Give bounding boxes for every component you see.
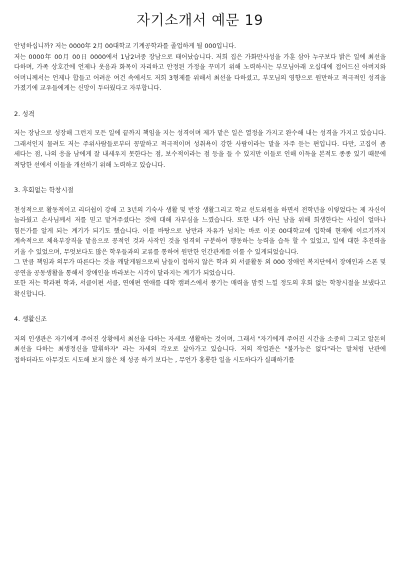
section-paragraph: 저는 장남으로 성장해 그런지 모든 일에 끝까지 책임을 지는 성격이며 제가 맡은 일은 열정을 가지고 완수해 내는 성격을 가지고 있습니다. 그래서인지 물려도 저는 주위사람들로부터 꽁말하고 적극적이며 성취욕이 강한 사람이라는 말을 자주 듣는 편입니다. 다만, 고집이 좀 세다는 점, 나의 응을 남에게 잘 내세우지 못한다는 점, 보수적이라는 점 등을 들 수 있지만 이들로 인해 이득을 본적도 종종 있기 때문에 적당한 선에서 이들을 개선하기 위해 노력하고 있습니다. (14, 130, 386, 169)
document-title: 자기소개서 예문 19 (136, 13, 264, 29)
section-paragraph: 저의 인생관은 자기에게 주어진 상황에서 최선을 다하는 자세로 생활하는 것이며, 그래서 "자기에게 주어진 시간을 소중히 그리고 알돈히 최선을 다하는 최생정신을 발휘하자" 라는 자세의 각오로 살아가고 있습니다. 저의 작업관은 "불가능은 없다"라는 말처럼 난관에 접하더라도 아무것도 시도해 보지 않은 채 성공 하기 보다는 , 무언가 홍롱한 일을 시도하다가 실패하기를 (14, 335, 386, 364)
section-paragraph: 또한 저는 학과편 학과, 서클이편 서클, 연애편 연애를 대학 캠퍼스에서 풍기는 매력을 맘껏 느낄 정도의 후회 없는 학창시절을 보냈다고 확신합니다. (14, 280, 386, 298)
section-paragraph: 그 만큼 책임과 의무가 따른다는 것을 깨달게됨으로써 남들이 접하지 않은 학과 외 서클활동 외 000 장애인 복지단에서 장애인과 스폰 및 공연을 공동생활을 통해서 장애인을 바라보는 시각이 달라지는 계기가 되었습니다. (14, 259, 386, 277)
section-paragraph: 천성적으로 활동적이고 리더쉽이 강해 고 3년의 기숙사 생활 및 반장 생활그리고 학교 선도위원을 하면서 전학년을 이렇었다는 제 자신이 놀라웠고 손사님께서 저를 믿고 맡겨주셨다는 것에 대해 자부심을 느꼈습니다. 또한 내가 아닌 남을 위해 희생한다는 사실이 얼마나 힘든가를 알게 되는 계기가 되기도 했습니다. 이를 바탕으로 낭만과 자유가 넘치는 바로 이곳 00대학교에 입학해 현재에 이르기까지 계속적으로 체육부장직을 맡음으로 꽁적인 것과 사작인 것을 엄격히 구분하여 행동하는 능력을 습득 할 수 있었고, 일에 대한 추진력을 키울 수 있었으며, 무엇보다도 많은 학우들과의 교류를 통하여 원만한 인간관계를 이룰 수 있게되었습니다. (14, 206, 386, 256)
intro-paragraph: 저는 0000年 00月 00日 0000에서 1남2녀중 장남으로 태어났습니다. 저희 집은 가화만사성을 가훈 삼아 누구보다 밝은 일에 최선을 다하며, 가족 상호간에 언제나 웃음과 화목이 자리하고 안정된 가정을 꾸미기 위해 노력하시는 부모님아래 오십대에 접어드신 아버지와 어머니께서는 언제나 합들고 어려운 여건 속에서도 저희 3형제를 위해서 최선을 다하셨고, 부모님의 영향으로 원만하고 적극적인 성격을 가졌기에 교우들에게는 신망이 두터웠다고 자부합니다. (14, 53, 386, 92)
section-heading: 4. 생활신조 (14, 315, 47, 323)
section-heading: 2. 성격 (14, 109, 35, 118)
intro-paragraph: 안녕하십니까? 저는 0000年 2月 00대학교 기계공학과를 졸업하게 될 000입니다. (14, 43, 237, 50)
section-heading: 3. 후회없는 학창시절 (14, 186, 74, 194)
